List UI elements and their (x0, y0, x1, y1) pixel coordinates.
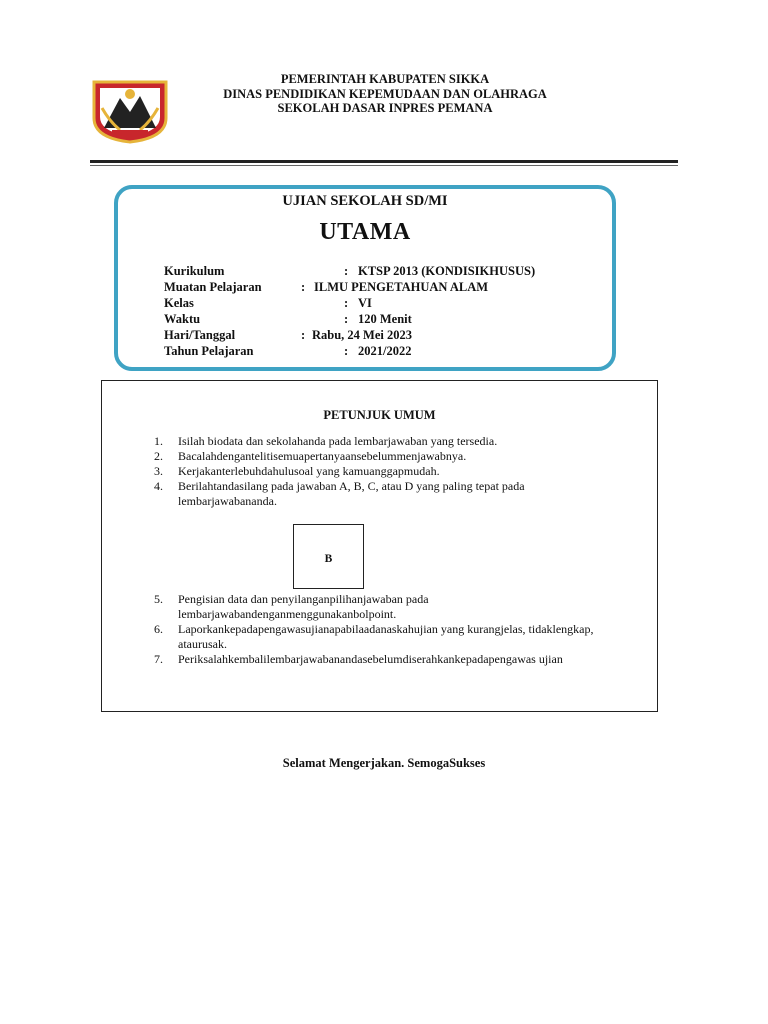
list-text: Bacalahdengantelitisemuapertanyaansebelummenjawabnya. (178, 449, 467, 463)
info-label: Muatan Pelajaran (164, 280, 262, 294)
info-colon: : (344, 344, 349, 358)
info-value: KTSP 2013 (KONDISIKHUSUS) (358, 264, 536, 278)
info-colon: : (344, 296, 349, 310)
example-answer-box (293, 524, 364, 589)
info-colon: : (301, 280, 306, 294)
info-value: VI (358, 296, 372, 310)
list-number: 2. (154, 449, 163, 463)
list-number: 3. (154, 464, 163, 478)
list-number: 4. (154, 479, 163, 493)
list-text: Pengisian data dan penyilanganpilihanjawaban pada lembarjawabandenganmenggunakanbolpoint. (178, 592, 429, 621)
exam-info-frame (114, 185, 616, 371)
list-text: Isilah biodata dan sekolahanda pada lembarjawaban yang tersedia. (178, 434, 498, 448)
list-number: 7. (154, 652, 163, 666)
letterhead-school: SEKOLAH DASAR INPRES PEMANA (277, 101, 493, 115)
exam-title: UJIAN SEKOLAH SD/MI (282, 193, 448, 209)
letterhead (150, 72, 620, 116)
list-text: Laporkankepadapengawasujianapabilaadanaskahujian yang kurangjelas, tidaklengkap, ataurusak. (178, 622, 594, 651)
info-colon: : (301, 328, 306, 342)
header-divider-thin (90, 165, 678, 166)
list-text: Kerjakanterlebuhdahulusoal yang kamuanggapmudah. (178, 464, 440, 478)
info-colon: : (344, 312, 349, 326)
example-answer-letter: B (324, 553, 333, 565)
instructions-title: PETUNJUK UMUM (323, 408, 436, 422)
info-colon: : (344, 264, 349, 278)
header-divider (90, 160, 678, 163)
letterhead-government: PEMERINTAH KABUPATEN SIKKA (280, 72, 490, 86)
list-number: 6. (154, 622, 163, 636)
info-label: Hari/Tanggal (164, 328, 236, 342)
info-value: 120 Menit (358, 312, 412, 326)
info-label: Tahun Pelajaran (164, 344, 254, 358)
info-label: Waktu (164, 312, 201, 326)
list-text: Berilahtandasilang pada jawaban A, B, C, atau D yang paling tepat pada lembarjawabananda. (178, 479, 525, 508)
list-number: 5. (154, 592, 163, 606)
info-label: Kelas (164, 296, 194, 310)
list-text: Periksalahkembalilembarjawabanandasebelumdiserahkankepadapengawas ujian (178, 652, 563, 666)
info-value: 2021/2022 (358, 344, 412, 358)
closing-message: Selamat Mengerjakan. SemogaSukses (282, 756, 486, 770)
info-label: Kurikulum (164, 264, 225, 278)
info-value: Rabu, 24 Mei 2023 (312, 328, 412, 342)
instructions-box (101, 380, 658, 712)
list-number: 1. (154, 434, 163, 448)
info-value: ILMU PENGETAHUAN ALAM (314, 280, 489, 294)
exam-type: UTAMA (319, 219, 411, 245)
letterhead-department: DINAS PENDIDIKAN KEPEMUDAAN DAN OLAHRAGA (223, 86, 547, 101)
